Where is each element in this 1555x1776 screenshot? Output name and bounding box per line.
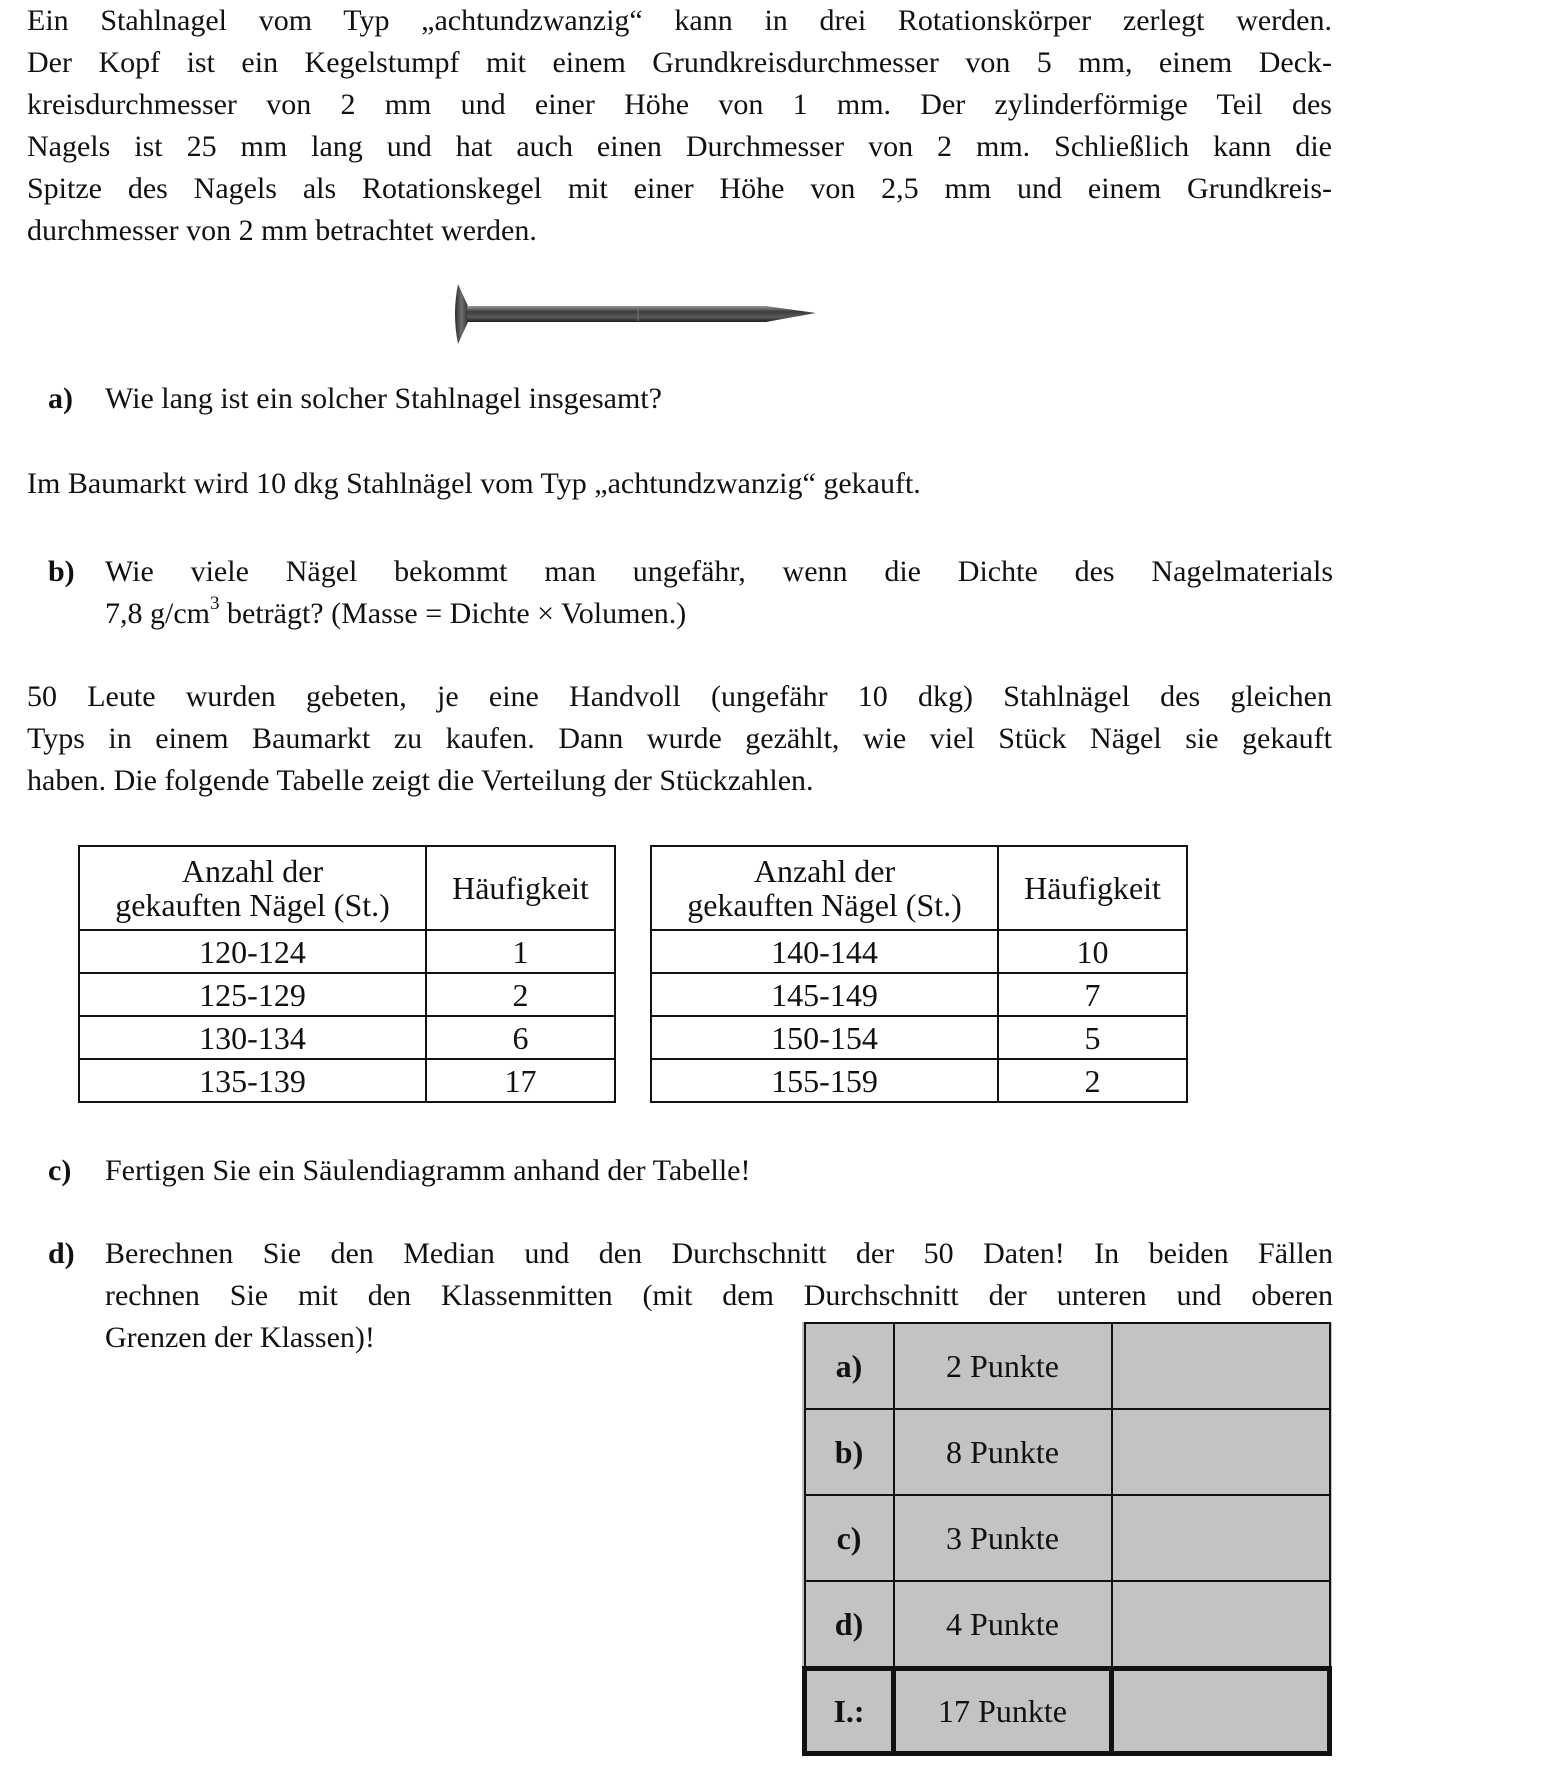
question-text: Wie viele Nägel bekommt man ungefähr, wenn die Dichte des Nagelmaterials [105, 555, 1333, 588]
range-cell: 130-134 [79, 1016, 426, 1059]
header-line: Anzahl der [181, 853, 324, 889]
intro-line: durchmesser von 2 mm betrachtet werden. [27, 214, 537, 247]
question-label: d) [48, 1237, 75, 1270]
question-text-line2 [105, 593, 1333, 635]
table-header-count [79, 846, 426, 930]
frequency-cell: 10 [998, 930, 1187, 973]
points-label: c) [805, 1495, 894, 1581]
survey-line: Typs in einem Baumarkt zu kaufen. Dann wurde gezählt, wie viel Stück Nägel sie gekauft [27, 722, 1332, 755]
survey-line: 50 Leute wurden gebeten, je eine Handvoll (ungefähr 10 dkg) Stahlnägel des gleichen [27, 680, 1332, 713]
question-text-part: beträgt? (Masse = Dichte × Volumen.) [219, 597, 687, 630]
points-total-label: I.: [805, 1669, 894, 1754]
points-label: a) [805, 1323, 894, 1409]
points-label: d) [805, 1581, 894, 1669]
survey-line: haben. Die folgende Tabelle zeigt die Verteilung der Stückzahlen. [27, 764, 814, 797]
table-row [651, 930, 1187, 973]
points-value: 2 Punkte [894, 1323, 1112, 1409]
purchase-paragraph [27, 463, 1332, 505]
frequency-cell: 5 [998, 1016, 1187, 1059]
points-empty-cell [1112, 1409, 1330, 1495]
nail-icon [448, 280, 818, 348]
table-row [651, 1016, 1187, 1059]
points-empty-cell [1112, 1669, 1330, 1754]
frequency-cell: 17 [426, 1059, 615, 1102]
points-empty-cell [1112, 1323, 1330, 1409]
table-header-count [651, 846, 998, 930]
table-row [805, 1495, 1330, 1581]
frequency-cell: 2 [998, 1059, 1187, 1102]
intro-paragraph [27, 0, 1332, 252]
question-text: Grenzen der Klassen)! [105, 1321, 375, 1354]
frequency-table-right [650, 845, 1188, 1103]
range-cell: 140-144 [651, 930, 998, 973]
survey-paragraph [27, 676, 1332, 802]
table-row [79, 973, 615, 1016]
range-cell: 120-124 [79, 930, 426, 973]
table-row [79, 1016, 615, 1059]
intro-line: kreisdurchmesser von 2 mm und einer Höhe von 1 mm. Der zylinderförmige Teil des [27, 88, 1332, 121]
question-text-part: 7,8 g/cm [105, 597, 210, 630]
header-line: gekauften Nägel (St.) [687, 887, 962, 923]
table-row [805, 1581, 1330, 1669]
frequency-cell: 1 [426, 930, 615, 973]
table-row [805, 1323, 1330, 1409]
range-cell: 155-159 [651, 1059, 998, 1102]
question-text: Berechnen Sie den Median und den Durchschnitt der 50 Daten! In beiden Fällen [105, 1237, 1333, 1270]
frequency-table-left [78, 845, 616, 1103]
intro-line: Nagels ist 25 mm lang und hat auch einen Durchmesser von 2 mm. Schließlich kann die [27, 130, 1332, 163]
question-text: rechnen Sie mit den Klassenmitten (mit dem Durchschnitt der unteren und oberen [105, 1279, 1333, 1312]
points-value: 8 Punkte [894, 1409, 1112, 1495]
frequency-cell: 6 [426, 1016, 615, 1059]
header-line: Anzahl der [753, 853, 896, 889]
points-empty-cell [1112, 1581, 1330, 1669]
purchase-line: Im Baumarkt wird 10 dkg Stahlnägel vom Typ „achtundzwanzig“ gekauft. [27, 467, 921, 500]
points-empty-cell [1112, 1495, 1330, 1581]
intro-line: Ein Stahlnagel vom Typ „achtundzwanzig“ kann in drei Rotationskörper zerlegt werden. [27, 4, 1332, 37]
frequency-cell: 2 [426, 973, 615, 1016]
points-total-row [805, 1669, 1330, 1754]
points-label: b) [805, 1409, 894, 1495]
frequency-cell: 7 [998, 973, 1187, 1016]
points-value: 4 Punkte [894, 1581, 1112, 1669]
question-label: a) [48, 382, 73, 415]
table-row [79, 930, 615, 973]
range-cell: 125-129 [79, 973, 426, 1016]
points-total-value: 17 Punkte [894, 1669, 1112, 1754]
header-line: gekauften Nägel (St.) [115, 887, 390, 923]
points-value: 3 Punkte [894, 1495, 1112, 1581]
superscript: 3 [210, 593, 220, 614]
table-row [651, 973, 1187, 1016]
points-table [802, 1322, 1332, 1756]
question-label: c) [48, 1154, 72, 1187]
range-cell: 135-139 [79, 1059, 426, 1102]
range-cell: 150-154 [651, 1016, 998, 1059]
table-header-frequency: Häufigkeit [998, 846, 1187, 930]
range-cell: 145-149 [651, 973, 998, 1016]
question-label: b) [48, 555, 75, 588]
question-text: Wie lang ist ein solcher Stahlnagel insgesamt? [105, 382, 662, 415]
intro-line: Spitze des Nagels als Rotationskegel mit einer Höhe von 2,5 mm und einem Grundkreis- [27, 172, 1332, 205]
table-row [79, 1059, 615, 1102]
question-text: Fertigen Sie ein Säulendiagramm anhand der Tabelle! [105, 1154, 751, 1187]
table-row [651, 1059, 1187, 1102]
table-row [805, 1409, 1330, 1495]
intro-line: Der Kopf ist ein Kegelstumpf mit einem Grundkreisdurchmesser von 5 mm, einem Deck- [27, 46, 1332, 79]
table-header-frequency: Häufigkeit [426, 846, 615, 930]
